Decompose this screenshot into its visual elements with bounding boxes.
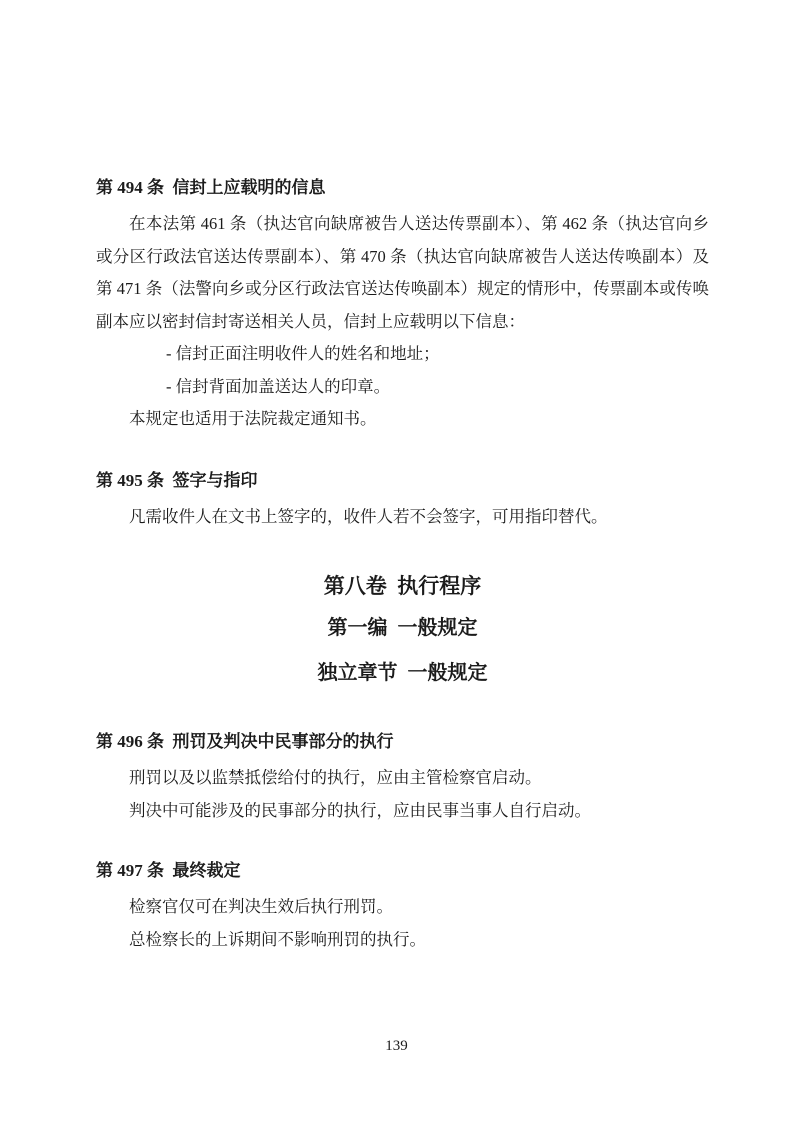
article-494-paragraph-2: 本规定也适用于法院裁定通知书。 — [129, 409, 377, 428]
article-496-paragraph-1: 刑罚以及以监禁抵偿给付的执行，应由主管检察官启动。 — [129, 768, 542, 787]
article-497-paragraph-1: 检察官仅可在判决生效后执行刑罚。 — [129, 897, 393, 916]
article-496-heading: 第 496 条 刑罚及判决中民事部分的执行 — [96, 732, 394, 751]
article-494-heading: 第 494 条 信封上应载明的信息 — [96, 178, 326, 197]
page-footer — [0, 1036, 793, 1056]
article-494-list-item-1: - 信封正面注明收件人的姓名和地址； — [166, 344, 440, 363]
article-494-paragraph-1: 在本法第 461 条（执达官向缺席被告人送达传票副本）、第 462 条（执达官向乡或分区行政法官送达传票副本）、第 470 条（执达官向缺席被告人送达传唤副本）及第 471 条（法警向乡或分区行政法官送达传唤副本）规定的情形中，传票副本或传唤副本应以密封信封寄送相关人员，信封上应载明以下信息： — [96, 214, 709, 331]
article-495-paragraph-1: 凡需收件人在文书上签字的，收件人若不会签字，可用指印替代。 — [129, 506, 608, 526]
volume-heading: 第八卷 执行程序 — [323, 574, 482, 598]
page-number: 139 — [385, 1038, 408, 1054]
chapter-heading: 独立章节 一般规定 — [317, 662, 488, 684]
article-497-paragraph-2: 总检察长的上诉期间不影响刑罚的执行。 — [129, 929, 426, 949]
article-495-heading: 第 495 条 签字与指印 — [96, 470, 258, 490]
article-494-list-item-2: - 信封背面加盖送达人的印章。 — [166, 376, 391, 396]
article-497-heading: 第 497 条 最终裁定 — [96, 861, 241, 880]
part-heading: 第一编 一般规定 — [327, 617, 478, 639]
article-496-paragraph-2: 判决中可能涉及的民事部分的执行，应由民事当事人自行启动。 — [129, 800, 591, 820]
